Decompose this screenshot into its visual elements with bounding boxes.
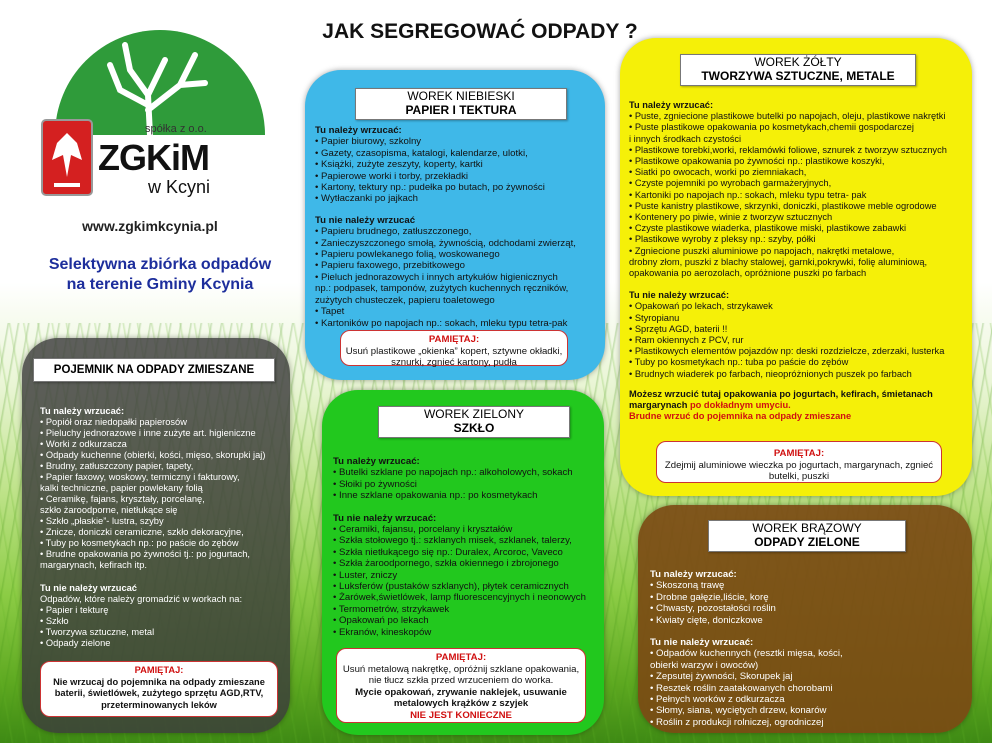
list-item: • Słoiki po żywności — [333, 478, 417, 490]
list-item: • Kwiaty cięte, doniczkowe — [650, 614, 763, 626]
yellow-extra-2b: po dokładnym umyciu. — [689, 400, 791, 411]
list-item: i innych środkach czystości — [629, 133, 742, 144]
yellow-extra-2 — [629, 400, 974, 411]
yellow-note-text: Zdejmij aluminiowe wieczka po jogurtach, margarynach, zgnieć butelki, puszki — [664, 459, 934, 482]
list-item: • Ceramikę, fajans, kryształy, porcelanę, — [40, 494, 205, 504]
blue-note-title: PAMIĘTAJ: — [428, 334, 480, 345]
list-item: • Słomy, siana, wyciętych drzew, konarów — [650, 705, 827, 717]
yellow-no-title: Tu nie należy wrzucać: — [629, 290, 730, 301]
list-item: • Szkła żaroodpornego, szkła okiennego i zbrojonego — [333, 558, 559, 570]
mixed-note — [40, 661, 278, 717]
company-logo — [30, 15, 290, 215]
list-item: • Pieluch jednorazowych i innych artykułów higienicznych — [315, 271, 558, 283]
list-item: • Książki, zużyte zeszyty, koperty, kartki — [315, 159, 483, 171]
list-item: • Plastikowe wyroby z pleksy np.: szyby, półki — [629, 234, 816, 245]
list-item: • Czyste plastikowe wiaderka, plastikowe miski, plastikowe zabawki — [629, 223, 907, 234]
mixed-note-title: PAMIĘTAJ: — [134, 665, 184, 675]
green-yes-title: Tu należy wrzucać: — [333, 456, 420, 467]
yellow-bag-label-line-2: TWORZYWA SZTUCZNE, METALE — [701, 69, 895, 83]
green-bag-text — [333, 456, 603, 638]
list-item: • Skoszoną trawę — [650, 580, 725, 592]
list-item: • Plastikowe torebki,worki, reklamówki foliowe, sznurek z tworzyw sztucznych — [629, 144, 947, 155]
green-no-list — [333, 524, 603, 638]
list-item: • Pieluchy jednorazowe i inne zużyte art. higieniczne — [40, 428, 256, 438]
green-yes-list — [333, 467, 603, 501]
list-item: • Tuby po kosmetykach np.: tuba po paście do zębów — [629, 357, 849, 368]
blue-bag-label-line-1: WOREK NIEBIESKI — [407, 89, 515, 103]
green-note-text-1: Usuń metalową nakrętkę, opróżnij szklane opakowania, nie tłucz szkła przed wrzuceniem do worka. — [342, 663, 580, 686]
green-note-text-2: Mycie opakowań, zrywanie naklejek, usuwanie metalowych krążków z szyjek — [355, 686, 567, 709]
list-item: • Opakowań po lekach — [333, 615, 429, 627]
list-item: • Tworzywa sztuczne, metal — [40, 627, 155, 637]
brown-bag-text — [650, 569, 965, 728]
list-item: • Butelki szklane po napojach np.: alkoholowych, sokach — [333, 467, 573, 479]
green-note — [336, 648, 586, 723]
list-item: • Zgniecione puszki aluminiowe po napojach, nakrętki metalowe, — [629, 245, 895, 256]
yellow-extra-3: Brudne wrzuć do pojemnika na odpady zmieszane — [629, 411, 852, 422]
blue-note — [340, 330, 568, 366]
green-bag-label-line-1: WOREK ZIELONY — [423, 407, 524, 421]
logo-small-text: spółka z o.o. — [145, 123, 207, 135]
brown-no-list — [650, 648, 965, 728]
brown-no-title: Tu nie należy wrzucać: — [650, 637, 754, 649]
list-item: • Tapet — [315, 306, 345, 318]
list-item: • Papier faxowy, woskowy, termiczny i fakturowy, — [40, 472, 240, 482]
list-item: • Papierowe worki i torby, przekładki — [315, 170, 469, 182]
mixed-no-list — [40, 605, 290, 649]
list-item: • Żarówek,świetlówek, lamp fluorescencyjnych i neonowych — [333, 592, 586, 604]
list-item: • Odpady kuchenne (obierki, kości, mięso, skorupki jaj) — [40, 450, 266, 460]
blue-yes-title: Tu należy wrzucać: — [315, 125, 402, 136]
list-item: zużytych chusteczek, papieru toaletowego — [315, 294, 495, 306]
yellow-bag-label-line-1: WOREK ŻÓŁTY — [754, 55, 842, 69]
website-link[interactable]: www.zgkimkcynia.pl — [82, 218, 218, 234]
page-title: JAK SEGREGOWAĆ ODPADY ? — [322, 20, 638, 43]
blue-note-text: Usuń plastikowe „okienka” kopert, sztywne okładki, sznurki, zgnieć kartony, pudła — [345, 345, 563, 368]
list-item: • Termometrów, strzykawek — [333, 603, 450, 615]
list-item: • Styropianu — [629, 312, 680, 323]
list-item: opakowania po aerozolach, opróżnione puszki po farbach — [629, 268, 867, 279]
blue-no-title: Tu nie należy wrzucać — [315, 214, 416, 226]
slogan — [10, 255, 310, 295]
list-item: • Kartoniki po napojach np.: sokach, mleku typu tetra- pak — [629, 189, 867, 200]
list-item: • Puste kanistry plastikowe, skrzynki, doniczki, plastikowe meble ogrodowe — [629, 200, 937, 211]
list-item: • Papieru powlekanego folią, woskowanego — [315, 249, 500, 261]
mixed-no-intro: Odpadów, które należy gromadzić w workach na: — [40, 594, 243, 604]
logo-place: w Kcyni — [148, 177, 211, 197]
yellow-yes-list — [629, 111, 974, 279]
list-item: • Ceramiki, fajansu, porcelany i kryształów — [333, 524, 513, 536]
list-item: • Resztek roślin zaatakowanych chorobami — [650, 682, 833, 694]
list-item: • Opakowań po lekach, strzykawek — [629, 301, 773, 312]
brown-bag-label-line-2: ODPADY ZIELONE — [754, 535, 860, 549]
list-item: drobny złom, puszki z blachy stalowej, garnki,pokrywki, folię aluminiową, — [629, 256, 928, 267]
list-item: • Papieru brudnego, zatłuszczonego, — [315, 226, 472, 238]
list-item: • Tuby po kosmetykach np.: po paście do zębów — [40, 538, 239, 548]
list-item: • Kartoników po napojach np.: sokach, mleku typu tetra-pak — [315, 317, 568, 329]
blue-bag-label-line-2: PAPIER I TEKTURA — [405, 103, 517, 117]
list-item: • Pełnych worków z odkurzacza — [650, 694, 785, 706]
list-item: • Siatki po owocach, worki po ziemniakach, — [629, 167, 807, 178]
list-item: • Szkło „płaskie”- lustra, szyby — [40, 516, 164, 526]
list-item: • Drobne gałęzie,liście, korę — [650, 591, 769, 603]
brown-bag-label — [708, 520, 906, 552]
mixed-note-text: Nie wrzucaj do pojemnika na odpady zmieszane baterii, świetlówek, zużytego sprzętu AGD,RTV, przeterminowanych leków — [53, 676, 265, 710]
list-item: • Ekranów, kineskopów — [333, 626, 432, 638]
list-item: • Wytłaczanki po jajkach — [315, 193, 418, 205]
list-item: • Szkła stołowego tj.: szklanych misek, szklanek, talerzy, — [333, 535, 572, 547]
list-item: • Znicze, doniczki ceramiczne, szkło dekoracyjne, — [40, 527, 244, 537]
mixed-no-title: Tu nie należy wrzucać — [40, 583, 137, 593]
yellow-note-title: PAMIĘTAJ: — [773, 448, 825, 459]
yellow-bag-text — [629, 100, 974, 422]
list-item: • Kartony, tektury np.: pudełka po butach, po żywności — [315, 182, 545, 194]
yellow-extra-2a: margarynach — [629, 400, 690, 411]
green-no-title: Tu nie należy wrzucać: — [333, 512, 437, 524]
yellow-no-list — [629, 301, 974, 379]
list-item: szkło żaroodporne, nietłukące się — [40, 505, 178, 515]
blue-bag-text — [315, 125, 600, 329]
blue-bag-label — [355, 88, 567, 120]
list-item: • Plastikowe opakowania po żywności np.: plastikowe koszyki, — [629, 156, 885, 167]
list-item: • Sprzętu AGD, baterii !! — [629, 323, 728, 334]
mixed-waste-text — [40, 406, 290, 649]
list-item: margarynach, kefirach itp. — [40, 560, 147, 570]
list-item: • Szkła nietłukącego się np.: Duralex, Arcoroc, Vaveco — [333, 546, 563, 558]
list-item: • Chwasty, pozostałości roślin — [650, 603, 776, 615]
list-item: • Ram okiennych z PCV, rur — [629, 335, 744, 346]
mixed-waste-label-text: POJEMNIK NA ODPADY ZMIESZANE — [53, 364, 255, 376]
list-item: • Czyste pojemniki po wyrobach garmażeryjnych, — [629, 178, 832, 189]
list-item: • Inne szklane opakowania np.: po kosmetykach — [333, 490, 538, 502]
yellow-note — [656, 441, 942, 483]
yellow-bag-label — [680, 54, 916, 86]
green-bag-label-line-2: SZKŁO — [453, 421, 495, 435]
brown-bag-label-line-1: WOREK BRĄZOWY — [752, 521, 862, 535]
yellow-yes-title: Tu należy wrzucać: — [629, 100, 714, 110]
mixed-yes-title: Tu należy wrzucać: — [40, 406, 125, 416]
list-item: • Roślin z produkcji rolniczej, ogrodniczej — [650, 716, 824, 728]
list-item: • Gazety, czasopisma, katalogi, kalendarze, ulotki, — [315, 147, 528, 159]
list-item: • Brudnych wiaderek po farbach, nieopróżnionych puszek po farbach — [629, 368, 912, 379]
list-item: obierki warzyw i owoców) — [650, 659, 759, 671]
list-item: • Papieru faxowego, przebitkowego — [315, 260, 466, 272]
list-item: • Zepsutej żywności, Skorupek jaj — [650, 671, 793, 683]
mixed-waste-label — [33, 358, 275, 382]
list-item: • Zanieczyszczonego smołą, żywnością, odchodami zwierząt, — [315, 237, 576, 249]
brown-yes-list — [650, 580, 965, 626]
green-note-text-3: NIE JEST KONIECZNE — [410, 709, 512, 721]
list-item: • Odpady zielone — [40, 638, 111, 648]
slogan-line-2: na terenie Gminy Kcynia — [66, 276, 254, 293]
list-item: • Brudne opakowania po żywności tj.: po jogurtach, — [40, 549, 250, 559]
yellow-extra-1: Możesz wrzucić tutaj opakowania po jogurtach, kefirach, śmietanach — [629, 388, 933, 399]
list-item: • Papier i tekturę — [40, 605, 109, 615]
list-item: • Odpadów kuchennych (resztki mięsa, kości, — [650, 648, 843, 660]
list-item: • Plastikowych elementów pojazdów np: deski rozdzielcze, zderzaki, lusterka — [629, 346, 945, 357]
list-item: • Papier biurowy, szkolny — [315, 136, 422, 148]
list-item: • Szkło — [40, 616, 69, 626]
green-note-title: PAMIĘTAJ: — [435, 652, 487, 663]
list-item: • Luster, zniczy — [333, 569, 398, 581]
list-item: • Luksferów (pustaków szklanych), płytek ceramicznych — [333, 581, 569, 593]
logo-name: ZGKiM — [98, 137, 209, 178]
list-item: • Kontenery po piwie, winie z tworzyw sztucznych — [629, 212, 833, 223]
brown-yes-title: Tu należy wrzucać: — [650, 569, 737, 580]
slogan-line-1: Selektywna zbiórka odpadów — [48, 256, 272, 273]
list-item: • Worki z odkurzacza — [40, 439, 127, 449]
list-item: np.: podpasek, tamponów, zużytych kuchennych ręczników, — [315, 283, 569, 295]
list-item: • Puste plastikowe opakowania po kosmetykach,chemii gospodarczej — [629, 122, 914, 133]
blue-yes-list — [315, 136, 600, 204]
list-item: • Popiół oraz niedopałki papierosów — [40, 417, 187, 427]
list-item: • Brudny, zatłuszczony papier, tapety, — [40, 461, 194, 471]
list-item: kalki techniczne, papier powlekany folią — [40, 483, 203, 493]
green-bag-label — [378, 406, 570, 438]
mixed-yes-list — [40, 417, 290, 571]
list-item: • Puste, zgniecione plastikowe butelki po napojach, oleju, plastikowe nakrętki — [629, 111, 946, 122]
blue-no-list — [315, 226, 600, 329]
